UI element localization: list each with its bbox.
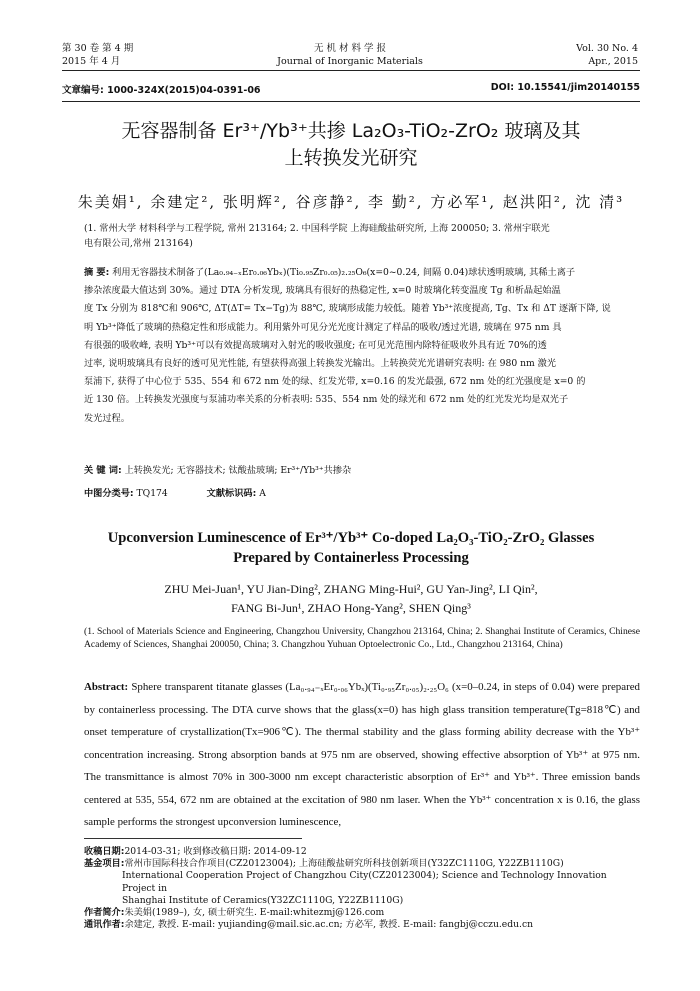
cn-abstract-line: 掺杂浓度最大值达到 30%。通过 DTA 分析发现, 玻璃具有很好的热稳定性, x=0 时玻璃化转变温度 Tg 和析晶起始温 <box>84 285 561 297</box>
author-bio: 朱美娟(1989–), 女, 硕士研究生. E-mail:whitezmj@126.com <box>124 907 385 919</box>
en-abstract-label: Abstract: <box>84 681 129 693</box>
cn-authors: 朱美娟¹, 余建定², 张明辉², 谷彦静², 李 勤², 方必军¹, 赵洪阳², 沈 清³ <box>77 193 625 211</box>
cn-abstract-line: 泵浦下, 获得了中心位于 535、554 和 672 nm 处的绿、红发光带, x=0.16 的发光最强, 672 nm 处的红光强度是 x=0 的 <box>84 376 586 388</box>
footnote-rule <box>84 838 302 839</box>
cn-keywords <box>84 462 640 476</box>
cn-affiliations <box>84 221 640 251</box>
clc-label: 中图分类号: <box>84 488 134 499</box>
header-volume-info-en <box>576 42 638 68</box>
fund-cn: 常州市国际科技合作项目(CZ20123004); 上海硅酸盐研究所科技创新项目(Y32ZC1110G, Y22ZB1110G) <box>124 858 564 870</box>
cn-abstract-line: 过率, 说明玻璃具有良好的透可见光性能, 有望获得高强上转换发光输出。上转换荧光光谱研究表明: 在 980 nm 激光 <box>84 358 557 370</box>
received-dates: 2014-03-31; 收到修改稿日期: 2014-09-12 <box>124 846 307 857</box>
cn-abstract-line: 利用无容器技术制备了(La₀.₉₄₋ₓEr₀.₀₆Ybₓ)(Ti₀.₉₅Zr₀.₀₅)₂.₂₅O₆(x=0~0.24, 间隔 0.04)球状透明玻璃, 其稀土离子 <box>112 267 576 278</box>
en-title-line: Prepared by Containerless Processing <box>233 550 469 566</box>
article-number: 文章编号: 1000-324X(2015)04-0391-06 <box>62 85 261 96</box>
cn-keywords-text: 上转换发光; 无容器技术; 钛酸盐玻璃; Er³⁺/Yb³⁺共掺杂 <box>124 465 352 476</box>
author-bio-label: 作者简介: <box>84 907 125 919</box>
header-date: 2015 年 4 月 <box>62 56 121 67</box>
en-authors-line: FANG Bi-Jun¹, ZHAO Hong-Yang², SHEN Qing³ <box>231 601 471 615</box>
cn-abstract-line: 有很强的吸收峰, 表明 Yb³⁺可以有效提高玻璃对入射光的吸收强度; 在可见光范围内除特征吸收外具有近 70%的透 <box>84 339 547 351</box>
cn-affiliation-line: 电有限公司,常州 213164) <box>84 238 193 249</box>
header-rule <box>62 70 640 71</box>
doc-code-value: A <box>259 488 266 499</box>
cn-abstract-line: 度 Tx 分别为 818℃和 906℃, ΔT(ΔT= Tx−Tg)为 88℃, 玻璃形成能力较低。随着 Yb³⁺浓度提高, Tg、Tx 和 ΔT 逐渐下降, 说 <box>84 303 611 315</box>
fund-en-line: International Cooperation Project of Changzhou City(CZ20123004); Science and Technology Innovation Project in <box>122 870 607 894</box>
doc-code-label: 文献标识码: <box>206 488 257 499</box>
cn-title <box>62 118 640 172</box>
en-abstract <box>84 676 640 834</box>
header-volume-info <box>62 42 133 68</box>
cn-abstract-line: 明 Yb³⁺降低了玻璃的热稳定性和形成能力。利用紫外可见分光光度计测定了样品的吸收/透过光谱, 玻璃在 975 nm 具 <box>84 321 562 333</box>
footnotes <box>84 846 640 931</box>
cn-abstract <box>84 264 640 428</box>
header-volume: 第 30 卷 第 4 期 <box>62 43 134 54</box>
meta-rule <box>62 101 640 102</box>
clc-value: TQ174 <box>136 488 168 499</box>
header-journal-name <box>250 42 450 68</box>
en-abstract-text: Sphere transparent titanate glasses (La₀.₉₄₋ₓEr₀.₀₆Ybₓ)(Ti₀.₉₅Zr₀.₀₅)₂.₂₅O₆ (x=0–0.24, in steps of 0.04) were prepared by containerless processing. The DTA curve shows that the glass(x=0) has high glass transition temperature(Tg=818℃) and onset temperature of crystallization(Tx=906℃). The thermal stability and the glass forming ability decrease with the Yb³⁺ concentration increasing. Strong absorption bands at 975 nm are observed, showing effective absorption of Yb³⁺ at 975 nm. The transmittance is almost 70% in 300-3000 nm except characteristic absorption of Er³⁺ and Yb³⁺. Three emission bands centered at 535, 554, 672 nm are obtained at the excitation of 980 nm laser. When the Yb³⁺ concentration x is 0.16, the glass sample performs the strongest upconversion luminescence, <box>84 681 640 828</box>
fund-en-line: Shanghai Institute of Ceramics(Y32ZC1110G, Y22ZB1110G) <box>122 894 404 906</box>
cn-title-line: 上转换发光研究 <box>284 147 418 169</box>
cn-keywords-label: 关 键 词: <box>84 465 122 476</box>
fund-label: 基金项目: <box>84 858 125 870</box>
corresponding-authors: 余建定, 教授. E-mail: yujianding@mail.sic.ac.cn; 方必军, 教授. E-mail: fangbj@cczu.edu.cn <box>124 919 534 931</box>
header-journal-cn: 无 机 材 料 学 报 <box>313 43 387 54</box>
en-authors-line: ZHU Mei-Juan¹, YU Jian-Ding², ZHANG Ming-Hui², GU Yan-Jing², LI Qin², <box>164 582 538 596</box>
header-date-en: Apr., 2015 <box>588 56 638 67</box>
header-journal-en: Journal of Inorganic Materials <box>277 56 423 67</box>
en-title <box>62 528 640 568</box>
article-meta <box>62 82 640 96</box>
received-label: 收稿日期: <box>84 846 125 857</box>
cn-classification <box>84 485 640 499</box>
en-authors <box>62 580 640 618</box>
cn-abstract-label: 摘 要: <box>84 267 110 278</box>
cn-abstract-line: 近 130 倍。上转换发光强度与泵浦功率关系的分析表明: 535、554 nm 处的绿光和 672 nm 处的红光发光均是双光子 <box>84 394 569 406</box>
cn-affiliation-line: (1. 常州大学 材料科学与工程学院, 常州 213164; 2. 中国科学院 上海硅酸盐研究所, 上海 200050; 3. 常州宇联光 <box>84 223 550 234</box>
doi: DOI: 10.15541/jim20140155 <box>490 82 640 93</box>
cn-abstract-line: 发光过程。 <box>84 412 130 424</box>
en-title-line: Upconversion Luminescence of Er³⁺/Yb³⁺ Co-doped La₂O₃-TiO₂-ZrO₂ Glasses <box>107 530 595 546</box>
corresponding-label: 通讯作者: <box>84 919 125 931</box>
cn-title-line: 无容器制备 Er³⁺/Yb³⁺共掺 La₂O₃-TiO₂-ZrO₂ 玻璃及其 <box>121 120 581 142</box>
header-volume-en: Vol. 30 No. 4 <box>576 43 638 54</box>
en-affiliations: (1. School of Materials Science and Engineering, Changzhou University, Changzhou 213164, China; 2. Shanghai Institute of Ceramics, Chinese Academy of Sciences, Shanghai 200050, China; 3. Changzhou Yuhuan Optoelectronic Co., Ltd., Changzhou 213164, China) <box>84 626 640 650</box>
